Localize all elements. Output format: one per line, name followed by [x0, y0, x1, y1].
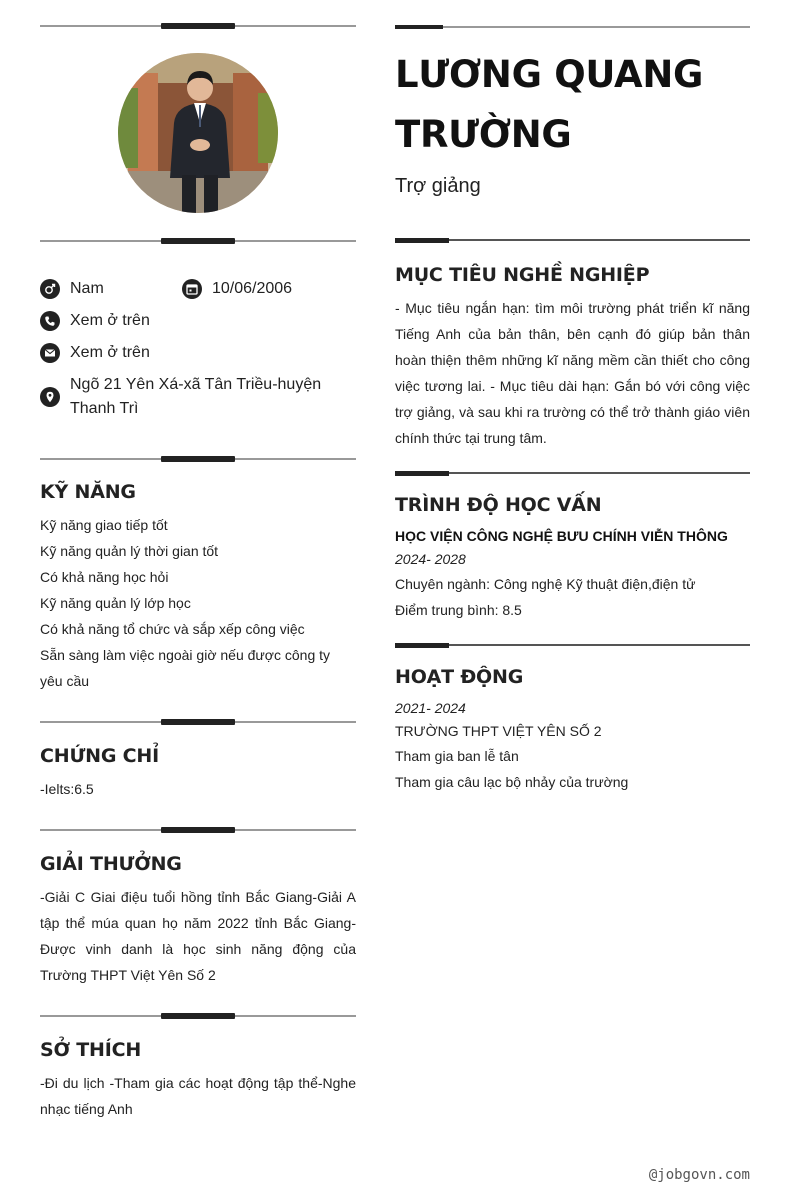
gender-row [40, 277, 104, 301]
skills-list [40, 512, 356, 694]
list-item: Có khả năng học hỏi [40, 569, 169, 585]
education-period: 2024- 2028 [395, 551, 466, 567]
divider-hobbies [40, 1013, 356, 1019]
hobbies-title: SỞ THÍCH [40, 1039, 142, 1061]
objective-title: MỤC TIÊU NGHỀ NGHIỆP [395, 264, 650, 286]
activities-list [395, 743, 750, 795]
divider-after-avatar [40, 238, 356, 244]
skills-title: KỸ NĂNG [40, 481, 136, 503]
list-item: Sẵn sàng làm việc ngoài giờ nếu được công ty yêu cầu [40, 647, 331, 689]
phone-row [40, 309, 150, 333]
calendar-icon [182, 279, 202, 299]
list-item: Tham gia câu lạc bộ nhảy của trường [395, 774, 629, 790]
candidate-name: LƯƠNG QUANG TRƯỜNG [395, 53, 704, 156]
awards-text: -Giải C Giai điệu tuổi hồng tỉnh Bắc Giang-Giải A tập thể múa quan họ năm 2022 tỉnh Bắc Giang-Được vinh danh là học sinh năng động của Trường THPT Việt Yên Số 2 [40, 889, 356, 983]
certificates-text: -Ielts:6.5 [40, 781, 94, 797]
watermark: @jobgovn.com [648, 1167, 750, 1183]
address-row [40, 373, 340, 421]
location-pin-icon [40, 387, 60, 407]
birthdate-value: 10/06/2006 [212, 280, 293, 297]
list-item: Kỹ năng giao tiếp tốt [40, 517, 168, 533]
education-title: TRÌNH ĐỘ HỌC VẤN [395, 494, 602, 516]
email-row [40, 341, 150, 365]
divider-education [395, 471, 750, 476]
divider-top-right [395, 25, 750, 30]
phone-value: Xem ở trên [70, 312, 150, 329]
objective-text: - Mục tiêu ngắn hạn: tìm môi trường phát triển kĩ năng Tiếng Anh của bản thân, bên cạnh đó giúp bản thân hoàn thiện thêm những kĩ năng mềm cần thiết cho công việc tương lai. - Mục tiêu dài hạn: Gắn bó với công việc trợ giảng, và sau khi ra trường có thể trở thành giáo viên chính thức tại trung tâm. [395, 300, 750, 446]
phone-icon [40, 311, 60, 331]
avatar-photo [118, 53, 278, 213]
activities-period: 2021- 2024 [395, 700, 466, 716]
list-item: Kỹ năng quản lý thời gian tốt [40, 543, 219, 559]
divider-activities [395, 643, 750, 648]
hobbies-text: -Đi du lịch -Tham gia các hoạt động tập thể-Nghe nhạc tiếng Anh [40, 1075, 356, 1117]
birthdate-row [182, 277, 292, 301]
education-school: HỌC VIỆN CÔNG NGHỆ BƯU CHÍNH VIỄN THÔNG [395, 528, 728, 544]
divider-certificates [40, 719, 356, 725]
awards-title: GIẢI THƯỞNG [40, 853, 182, 875]
list-item: Kỹ năng quản lý lớp học [40, 595, 191, 611]
gender-value: Nam [70, 280, 104, 297]
activities-title: HOẠT ĐỘNG [395, 666, 524, 688]
activities-organization: TRƯỜNG THPT VIỆT YÊN SỐ 2 [395, 723, 602, 739]
divider-awards [40, 827, 356, 833]
address-value: Ngõ 21 Yên Xá-xã Tân Triều-huyện Thanh Trì [70, 376, 322, 417]
education-major: Chuyên ngành: Công nghệ Kỹ thuật điện,điện tử [395, 576, 696, 592]
list-item: Tham gia ban lễ tân [395, 748, 519, 764]
education-gpa: Điểm trung bình: 8.5 [395, 602, 522, 618]
email-icon [40, 343, 60, 363]
email-value: Xem ở trên [70, 344, 150, 361]
certificates-title: CHỨNG CHỈ [40, 745, 159, 767]
job-title: Trợ giảng [395, 175, 481, 197]
avatar [118, 53, 278, 213]
gender-icon [40, 279, 60, 299]
divider-objective [395, 238, 750, 243]
divider-skills [40, 456, 356, 462]
list-item: Có khả năng tổ chức và sắp xếp công việc [40, 621, 305, 637]
divider-top-left [40, 23, 356, 29]
